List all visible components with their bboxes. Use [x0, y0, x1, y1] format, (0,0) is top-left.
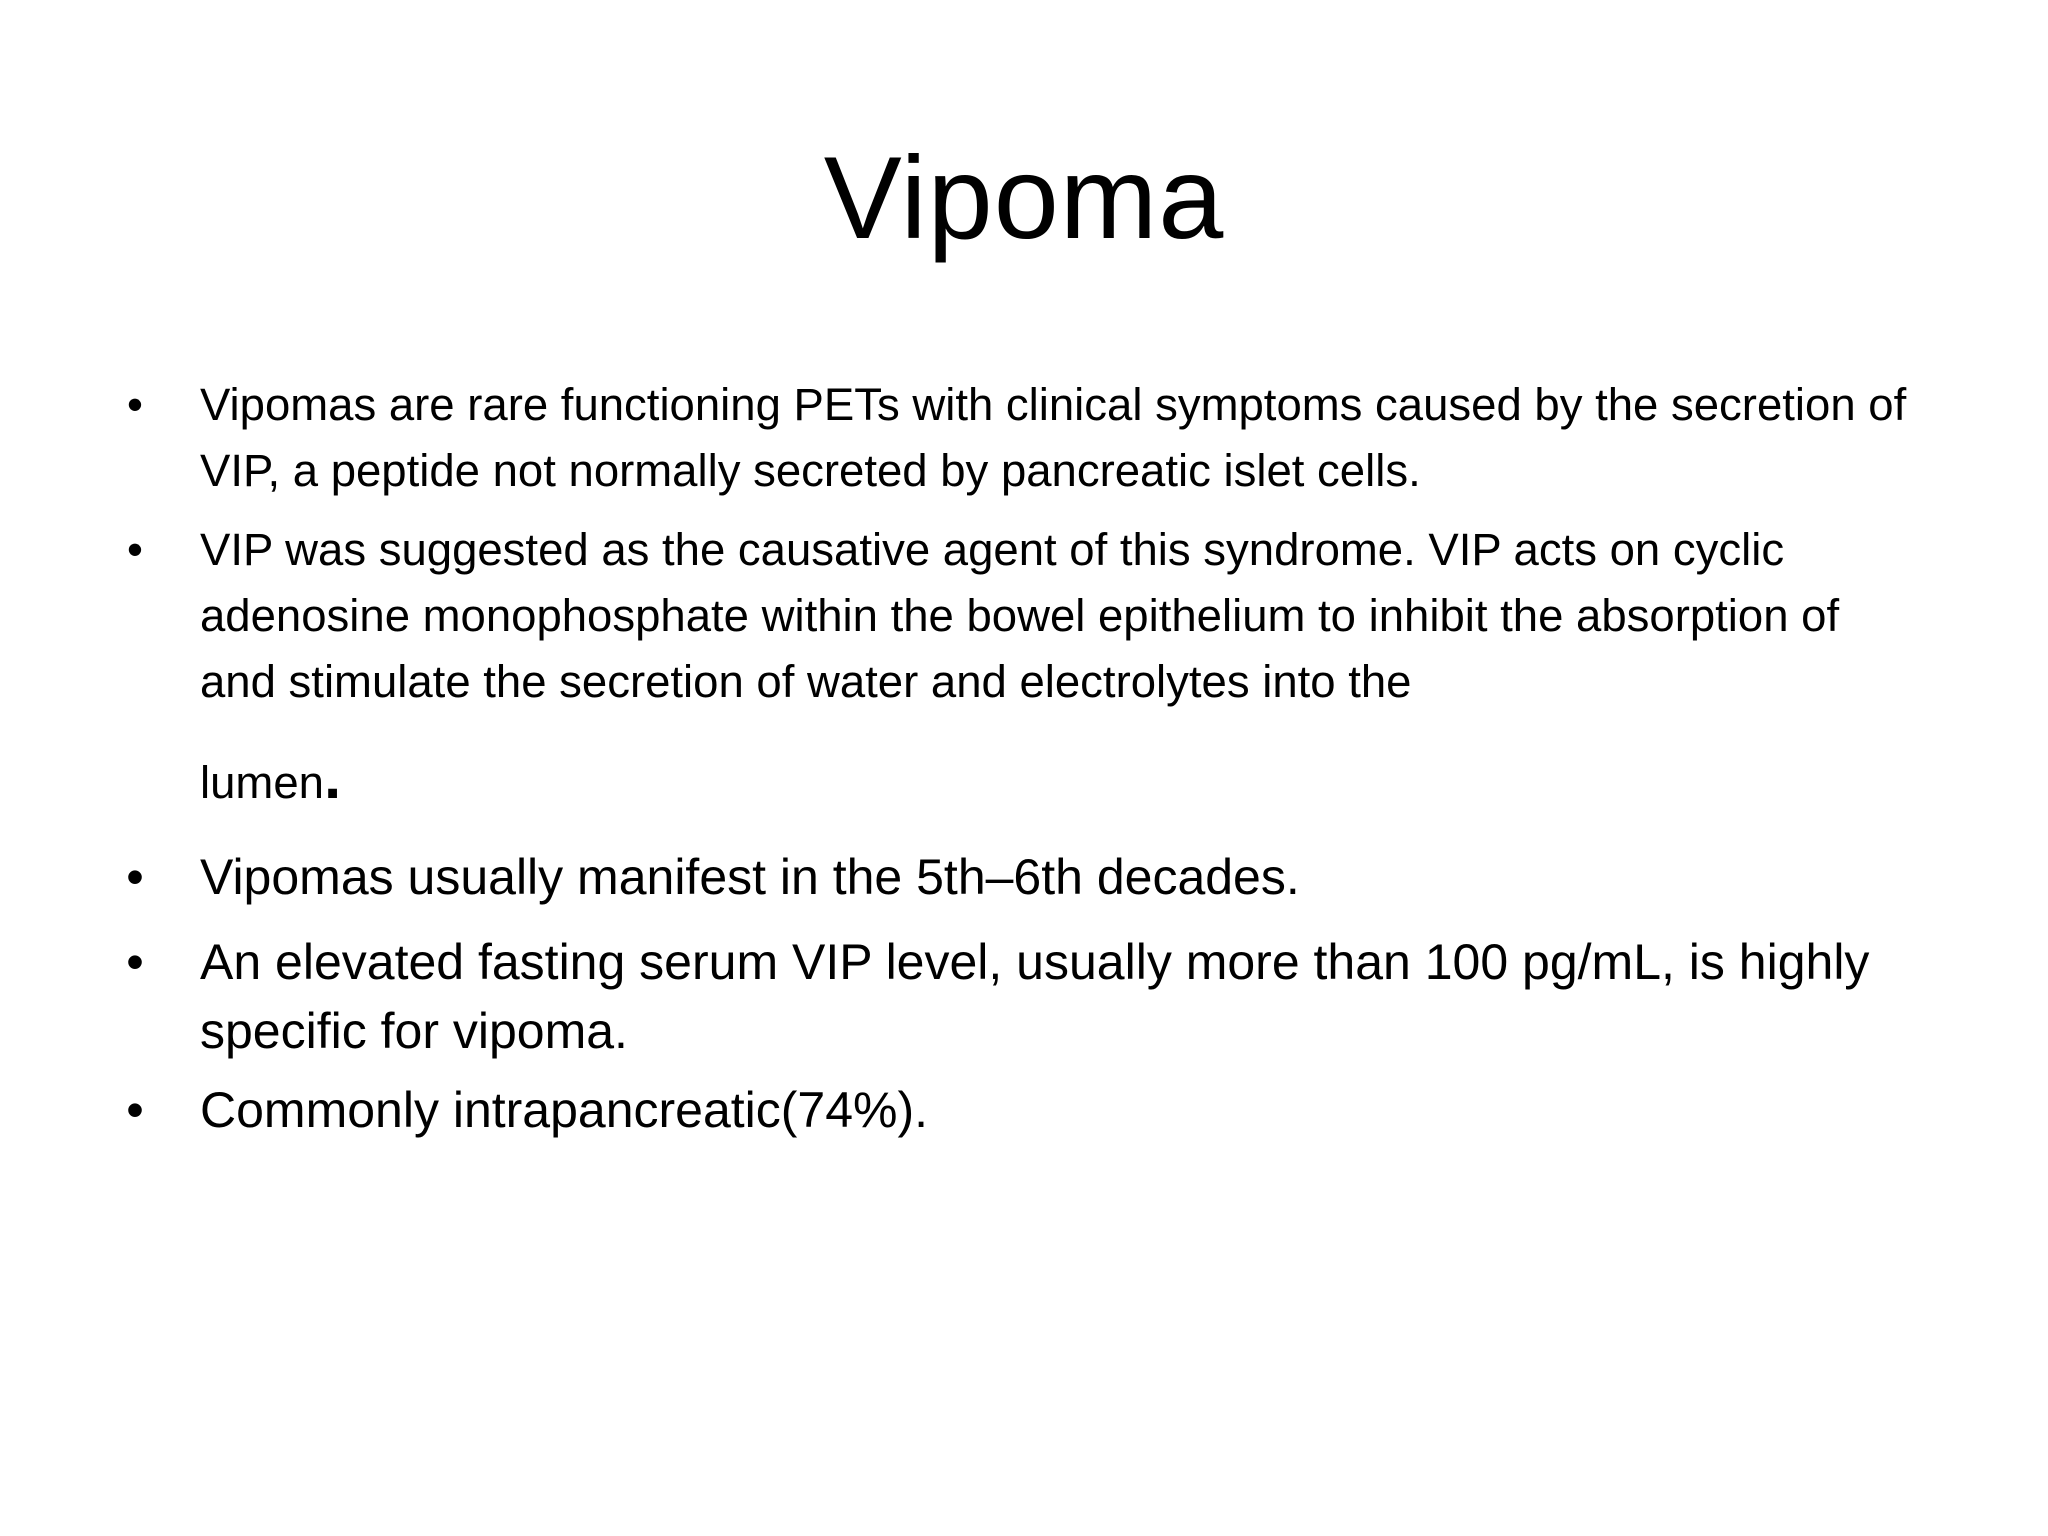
bullet-item [126, 843, 1920, 912]
bullet-item [126, 1076, 1920, 1145]
bullet-dot-icon: • [127, 379, 143, 430]
bullet-dot-icon: • [126, 934, 144, 990]
bullet-item [127, 372, 1920, 504]
bullet-tail-word: lumen [200, 757, 324, 808]
bullet-text: VIP was suggested as the causative agent of this syndrome. VIP acts on cyclic adenosine monophosphate within the bowel epithelium to inhibit the absorption of and stimulate the secretion of water and electrolytes into the [200, 524, 1840, 707]
bullet-text: Commonly intrapancreatic(74%). [200, 1082, 929, 1138]
bullet-dot-icon: • [126, 849, 144, 905]
bullet-item [127, 517, 1920, 816]
bullet-tail-punct: . [323, 743, 342, 812]
bullet-text: Vipomas usually manifest in the 5th–6th decades. [200, 849, 1300, 905]
bullet-dot-icon: • [126, 1082, 144, 1138]
bullet-dot-icon: • [127, 524, 143, 575]
bullet-text: Vipomas are rare functioning PETs with clinical symptoms caused by the secretion of VIP, a peptide not normally secreted by pancreatic islet cells. [200, 379, 1907, 496]
bullet-text: An elevated fasting serum VIP level, usually more than 100 pg/mL, is highly specific for vipoma. [200, 934, 1870, 1059]
slide-title: Vipoma [823, 132, 1225, 263]
bullet-tail-line [200, 745, 1920, 816]
bullet-item [126, 928, 1920, 1066]
